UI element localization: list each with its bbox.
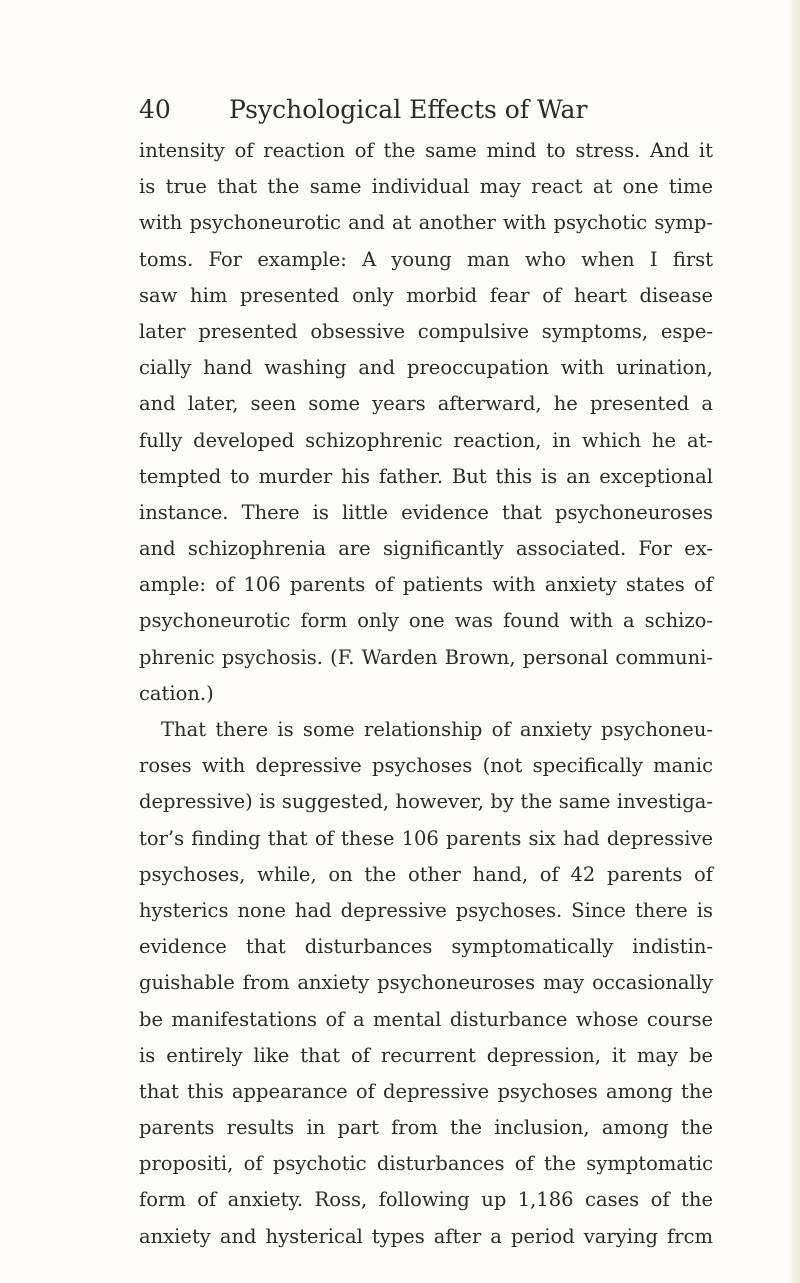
text-line: toms. For example: A young man who when I first [139,247,713,271]
text-line: and later, seen some years afterward, he presented a [139,392,713,416]
text-line: instance. There is little evidence that psychoneuroses [139,500,713,524]
text-line: with psychoneurotic and at another with psychotic symp- [139,211,713,235]
text-line: propositi, of psychotic disturbances of the symptomatic [139,1152,713,1176]
text-line: evidence that disturbances symptomatically indistin- [139,935,713,959]
text-line: be manifestations of a mental disturbance whose course [139,1007,713,1031]
running-head [139,95,719,135]
text-line: form of anxiety. Ross, following up 1,186 cases of the [139,1188,713,1212]
text-line: cation.) [139,681,214,705]
text-line: is entirely like that of recurrent depression, it may be [139,1043,713,1067]
text-line: and schizophrenia are significantly associated. For ex- [139,537,713,561]
text-line: psychoses, while, on the other hand, of 42 parents of [139,862,713,886]
text-line: anxiety and hysterical types after a period varying frcm [139,1224,713,1248]
text-line: guishable from anxiety psychoneuroses may occasionally [139,971,713,995]
text-line: tor’s finding that of these 106 parents six had depressive [139,826,713,850]
text-line: intensity of reaction of the same mind to stress. And it [139,139,713,162]
text-line: tempted to murder his father. But this is an exceptional [139,464,713,488]
text-line: saw him presented only morbid fear of heart disease [139,283,713,307]
text-line: that this appearance of depressive psychoses among the [139,1079,713,1103]
page-number: 40 [139,95,171,124]
text-line: That there is some relationship of anxiety psychoneu- [161,718,713,741]
page-edge-shadow [786,0,800,1283]
text-line: hysterics none had depressive psychoses. Since there is [139,898,713,922]
body-text [139,133,713,1255]
text-line: roses with depressive psychoses (not specifically manic [139,754,713,778]
text-line: later presented obsessive compulsive symptoms, espe- [139,319,713,343]
text-line: depressive) is suggested, however, by the same investiga- [139,790,713,814]
running-title: Psychological Effects of War [229,95,588,124]
text-line: ample: of 106 parents of patients with anxiety states of [139,573,713,597]
text-line: cially hand washing and preoccupation with urination, [139,356,713,380]
text-line: phrenic psychosis. (F. Warden Brown, personal communi- [139,645,713,669]
text-line: fully developed schizophrenic reaction, in which he at- [139,428,713,452]
text-line: is true that the same individual may react at one time [139,175,713,199]
text-line: psychoneurotic form only one was found with a schizo- [139,609,713,633]
text-line: parents results in part from the inclusion, among the [139,1116,713,1140]
